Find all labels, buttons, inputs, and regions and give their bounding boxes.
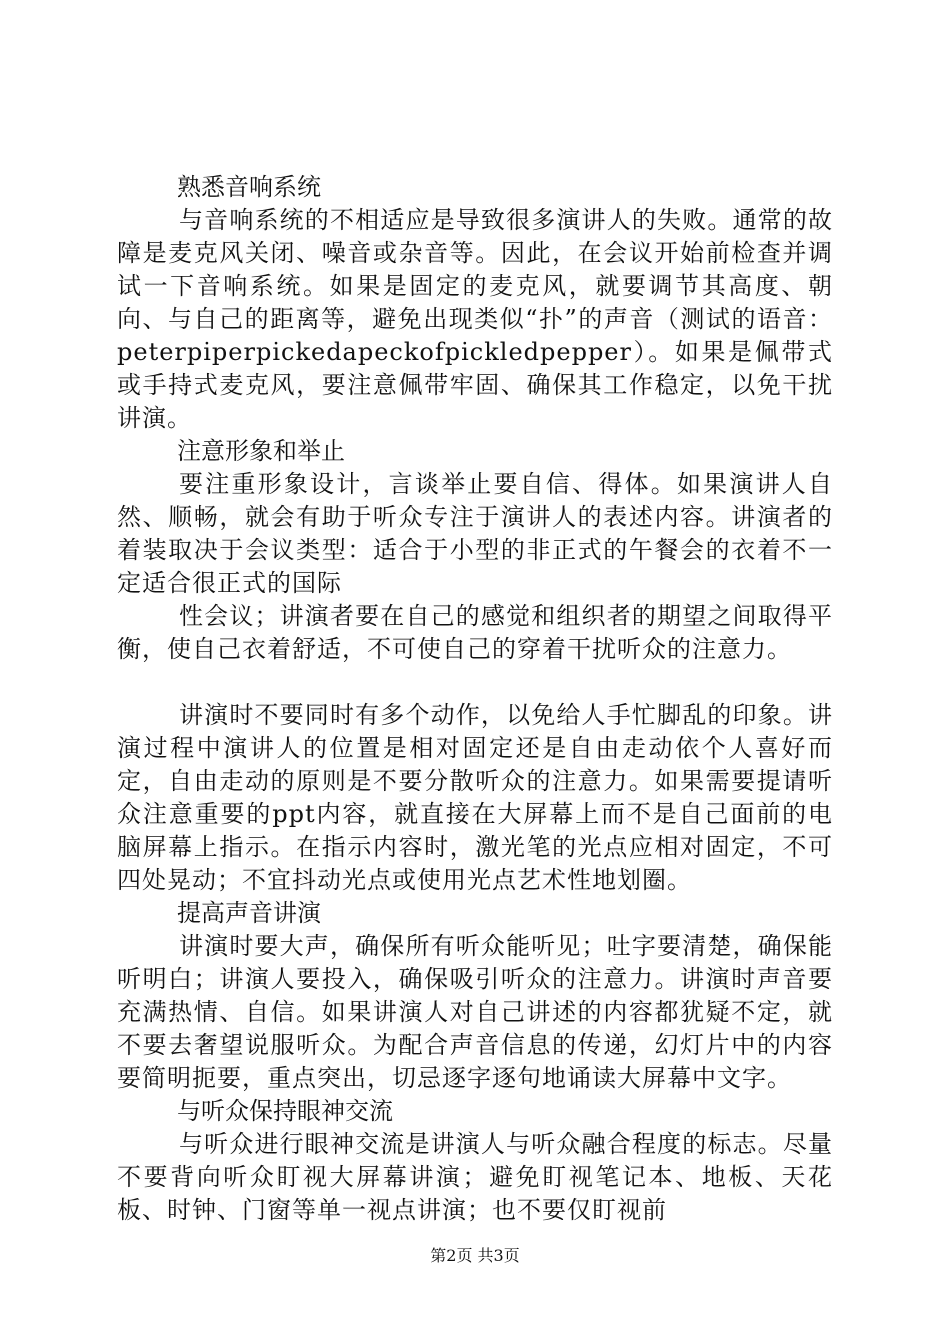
paragraph-appearance-3: 讲演时不要同时有多个动作，以免给人手忙脚乱的印象。讲演过程中演讲人的位置是相对固定还是自由走动依个人喜好而定，自由走动的原则是不要分散听众的注意力。如果需要提请听众注意重要的ppt内容，就直接在大屏幕上而不是自己面前的电脑屏幕上指示。在指示内容时，激光笔的光点应相对固定，不可四处晃动；不宜抖动光点或使用光点艺术性地划圈。 xyxy=(117,701,833,894)
paragraph-sound-system: 与音响系统的不相适应是导致很多演讲人的失败。通常的故障是麦克风关闭、噪音或杂音等。因此，在会议开始前检查并调试一下音响系统。如果是固定的麦克风，就要调节其高度、朝向、与自己的距离等，避免出现类似“扑”的声音（测试的语音：peterpiperpickedapeckofpickledpepper）。如果是佩带式或手持式麦克风，要注意佩带牢固、确保其工作稳定，以免干扰讲演。 xyxy=(117,206,833,432)
document-body xyxy=(117,171,833,1227)
section-heading-appearance: 注意形象和举止 xyxy=(177,437,345,465)
page-footer: 第2页 共3页 xyxy=(430,1246,520,1265)
paragraph-eye-contact: 与听众进行眼神交流是讲演人与听众融合程度的标志。尽量不要背向听众盯视大屏幕讲演；避免盯视笔记本、地板、天花板、时钟、门窗等单一视点讲演；也不要仅盯视前 xyxy=(117,1130,833,1224)
section-heading-sound-system: 熟悉音响系统 xyxy=(177,173,321,201)
paragraph-appearance-1: 要注重形象设计，言谈举止要自信、得体。如果演讲人自然、顺畅，就会有助于听众专注于演讲人的表述内容。讲演者的着装取决于会议类型：适合于小型的非正式的午餐会的衣着不一定适合很正式的国际 xyxy=(117,470,833,597)
section-heading-voice: 提高声音讲演 xyxy=(177,899,321,927)
blank-line xyxy=(117,666,833,699)
section-heading-eye-contact: 与听众保持眼神交流 xyxy=(177,1097,393,1125)
paragraph-appearance-2: 性会议；讲演者要在自己的感觉和组织者的期望之间取得平衡，使自己衣着舒适，不可使自己的穿着干扰听众的注意力。 xyxy=(117,602,833,663)
paragraph-voice: 讲演时要大声，确保所有听众能听见；吐字要清楚，确保能听明白；讲演人要投入，确保吸引听众的注意力。讲演时声音要充满热情、自信。如果讲演人对自己讲述的内容都犹疑不定，就不要去奢望说服听众。为配合声音信息的传递，幻灯片中的内容要简明扼要，重点突出，切忌逐字逐句地诵读大屏幕中文字。 xyxy=(117,932,833,1092)
